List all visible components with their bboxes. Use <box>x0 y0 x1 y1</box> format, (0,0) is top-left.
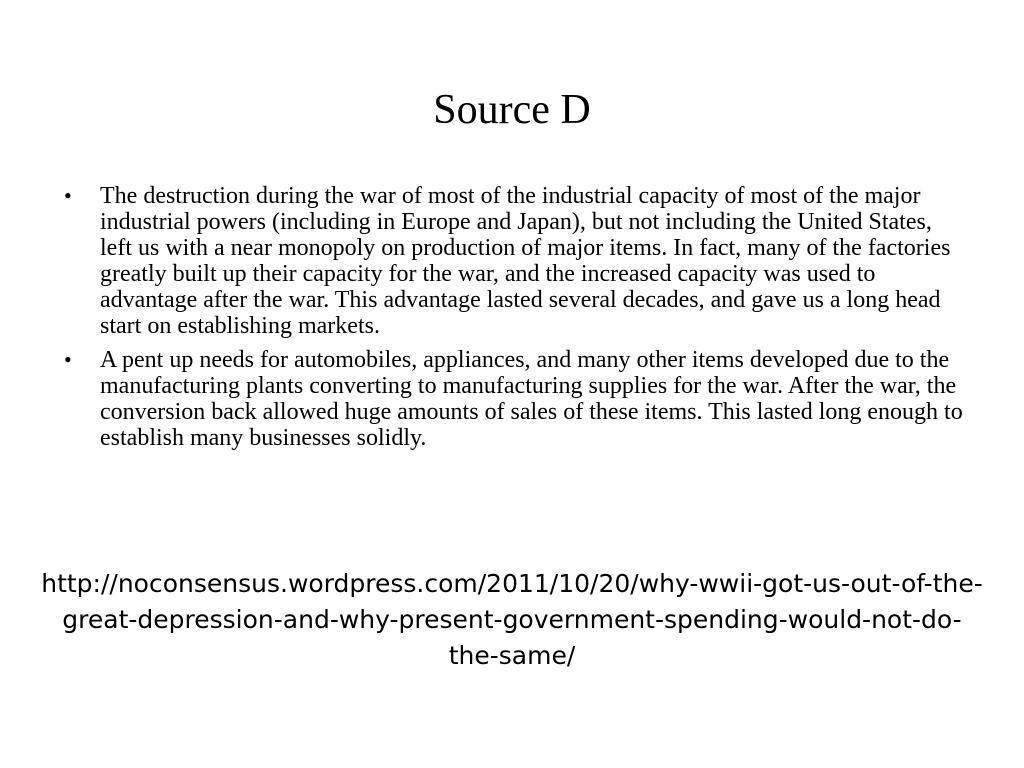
bullet-text: The destruction during the war of most of the industrial capacity of most of the major industrial powers (including in Europe and Japan), but not including the United States, left us with a near monopoly on production of major items. In fact, many of the factories greatly built up their capacity for the war, and the increased capacity was used to advantage after the war. This advantage lasted several decades, and gave us a long head start on establishing markets. <box>100 183 951 339</box>
bullet-item-1 <box>60 183 968 339</box>
bullet-marker: • <box>64 347 72 372</box>
bullet-marker: • <box>64 183 72 208</box>
bullet-item-2 <box>60 347 968 451</box>
source-url: http://noconsensus.wordpress.com/2011/10/20/why-wwii-got-us-out-of-the-great-depression-and-why-present-government-spending-would-not-do-the-same/ <box>41 569 983 670</box>
bullet-text: A pent up needs for automobiles, appliances, and many other items developed due to the manufacturing plants converting to manufacturing supplies for the war. After the war, the conversion back allowed huge amounts of sales of these items. This lasted long enough to establish many businesses solidly. <box>100 347 963 451</box>
slide-title: Source D <box>433 87 591 133</box>
bullet-list <box>60 183 968 459</box>
